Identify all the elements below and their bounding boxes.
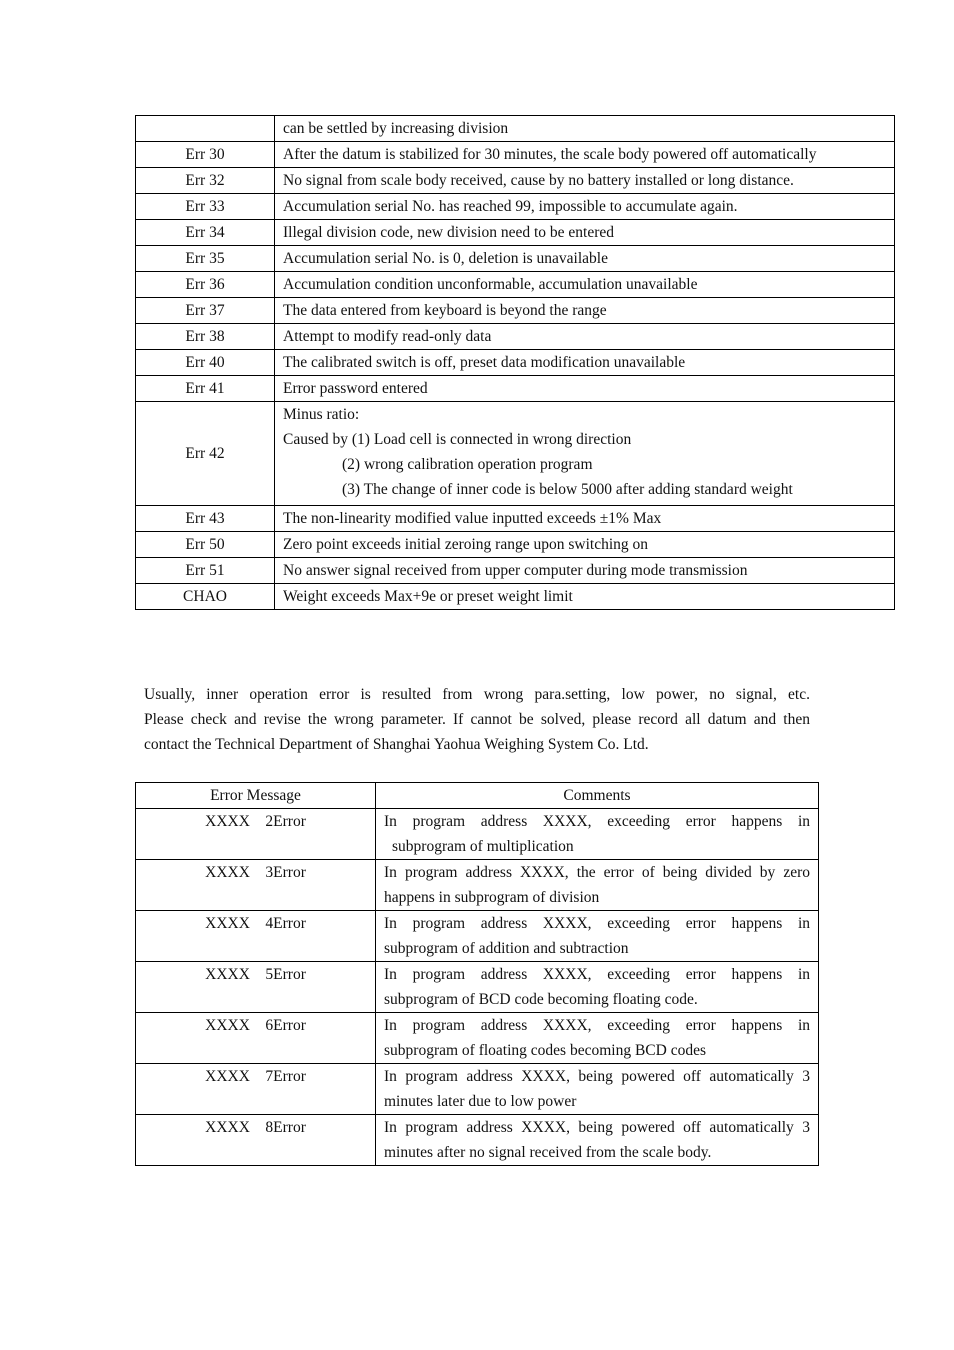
table-row [136, 506, 895, 532]
comment-line: In program address XXXX, being powered off automatically 3 [384, 1068, 810, 1085]
table-row [136, 532, 895, 558]
table-row [136, 584, 895, 610]
error-code-cell: Err 41 [136, 376, 275, 402]
comment-cell [376, 1115, 819, 1166]
description-line: After the datum is stabilized for 30 minutes, the scale body powered off automatically [283, 146, 817, 163]
error-code-cell: Err 37 [136, 298, 275, 324]
column-header-error-message: Error Message [136, 783, 376, 809]
table-row [136, 194, 895, 220]
error-description-cell [275, 116, 895, 142]
description-line: The calibrated switch is off, preset data modification unavailable [283, 354, 686, 371]
table-row [136, 350, 895, 376]
table-row [136, 220, 895, 246]
table-row [136, 298, 895, 324]
error-description-cell [275, 194, 895, 220]
table-row [136, 116, 895, 142]
comment-line: subprogram of BCD code becoming floating code. [384, 991, 698, 1008]
comment-line: In program address XXXX, being powered off automatically 3 [384, 1119, 810, 1136]
comment-line: In program address XXXX, the error of being divided by zero [384, 864, 810, 881]
table-row [136, 402, 895, 506]
error-code-cell: Err 40 [136, 350, 275, 376]
error-code-cell: Err 50 [136, 532, 275, 558]
intro-line: Please check and revise the wrong parameter. If cannot be solved, please record all datum and then [144, 711, 810, 728]
table-row [136, 272, 895, 298]
error-code-cell: Err 32 [136, 168, 275, 194]
error-description-cell [275, 584, 895, 610]
error-code-cell [136, 116, 275, 142]
error-code-cell: Err 38 [136, 324, 275, 350]
comment-line: subprogram of addition and subtraction [384, 940, 629, 957]
description-line: The data entered from keyboard is beyond the range [283, 302, 607, 319]
intro-paragraph [144, 682, 810, 757]
error-code-cell: Err 33 [136, 194, 275, 220]
table-row [136, 142, 895, 168]
comment-line: subprogram of floating codes becoming BCD codes [384, 1042, 706, 1059]
description-line: can be settled by increasing division [283, 120, 509, 137]
error-code-cell: Err 51 [136, 558, 275, 584]
error-message-cell: XXXX 5Error [136, 962, 376, 1013]
table-row [136, 809, 819, 860]
description-line: Zero point exceeds initial zeroing range upon switching on [283, 536, 649, 553]
comment-line: In program address XXXX, exceeding error happens in [384, 915, 810, 932]
description-line: Caused by (1) Load cell is connected in wrong direction [283, 431, 632, 448]
error-code-cell: Err 36 [136, 272, 275, 298]
description-line: (2) wrong calibration operation program [342, 456, 593, 473]
comment-line: In program address XXXX, exceeding error happens in [384, 966, 810, 983]
table-row [136, 1013, 819, 1064]
description-line: Weight exceeds Max+9e or preset weight limit [283, 588, 573, 605]
table-header-row [136, 783, 819, 809]
table-row [136, 1064, 819, 1115]
error-description-cell [275, 272, 895, 298]
comment-cell [376, 1064, 819, 1115]
error-message-cell: XXXX 3Error [136, 860, 376, 911]
description-line: Attempt to modify read-only data [283, 328, 492, 345]
error-description-cell [275, 246, 895, 272]
description-line: The non-linearity modified value inputted exceeds ±1% Max [283, 510, 662, 527]
error-code-cell: Err 34 [136, 220, 275, 246]
description-line: Accumulation serial No. has reached 99, impossible to accumulate again. [283, 198, 738, 215]
intro-line: Usually, inner operation error is resulted from wrong para.setting, low power, no signal, etc. [144, 686, 810, 703]
description-line: No answer signal received from upper computer during mode transmission [283, 562, 748, 579]
comment-line: subprogram of multiplication [392, 838, 574, 855]
description-line: Illegal division code, new division need to be entered [283, 224, 615, 241]
comment-line: In program address XXXX, exceeding error happens in [384, 813, 810, 830]
comment-line: happens in subprogram of division [384, 889, 600, 906]
error-message-cell: XXXX 7Error [136, 1064, 376, 1115]
table-row [136, 1115, 819, 1166]
error-message-cell: XXXX 2Error [136, 809, 376, 860]
table-row [136, 246, 895, 272]
program-error-table [135, 782, 819, 1166]
comment-line: minutes later due to low power [384, 1093, 577, 1110]
table-row [136, 376, 895, 402]
description-line: (3) The change of inner code is below 5000 after adding standard weight [342, 481, 793, 498]
error-description-cell [275, 220, 895, 246]
description-line: Minus ratio: [283, 406, 360, 423]
intro-line: contact the Technical Department of Shanghai Yaohua Weighing System Co. Ltd. [144, 736, 649, 753]
table-row [136, 168, 895, 194]
comment-cell [376, 809, 819, 860]
error-code-cell: CHAO [136, 584, 275, 610]
error-description-cell [275, 558, 895, 584]
error-code-cell: Err 30 [136, 142, 275, 168]
table-row [136, 324, 895, 350]
error-code-cell: Err 42 [136, 402, 275, 506]
error-description-cell [275, 532, 895, 558]
error-description-cell [275, 376, 895, 402]
error-code-table [135, 115, 895, 610]
comment-line: minutes after no signal received from the scale body. [384, 1144, 712, 1161]
error-code-cell: Err 35 [136, 246, 275, 272]
error-message-cell: XXXX 8Error [136, 1115, 376, 1166]
error-description-cell [275, 324, 895, 350]
error-description-cell [275, 350, 895, 376]
description-line: No signal from scale body received, cause by no battery installed or long distance. [283, 172, 794, 189]
error-description-cell [275, 402, 895, 506]
description-line: Error password entered [283, 380, 428, 397]
error-description-cell [275, 298, 895, 324]
column-header-comments: Comments [376, 783, 819, 809]
description-line: Accumulation condition unconformable, accumulation unavailable [283, 276, 698, 293]
table-row [136, 962, 819, 1013]
comment-cell [376, 911, 819, 962]
description-line: Accumulation serial No. is 0, deletion is unavailable [283, 250, 608, 267]
error-message-cell: XXXX 6Error [136, 1013, 376, 1064]
error-description-cell [275, 142, 895, 168]
table-row [136, 558, 895, 584]
error-code-cell: Err 43 [136, 506, 275, 532]
comment-cell [376, 1013, 819, 1064]
error-description-cell [275, 168, 895, 194]
comment-line: In program address XXXX, exceeding error happens in [384, 1017, 810, 1034]
comment-cell [376, 962, 819, 1013]
table-row [136, 860, 819, 911]
error-description-cell [275, 506, 895, 532]
comment-cell [376, 860, 819, 911]
error-message-cell: XXXX 4Error [136, 911, 376, 962]
table-row [136, 911, 819, 962]
